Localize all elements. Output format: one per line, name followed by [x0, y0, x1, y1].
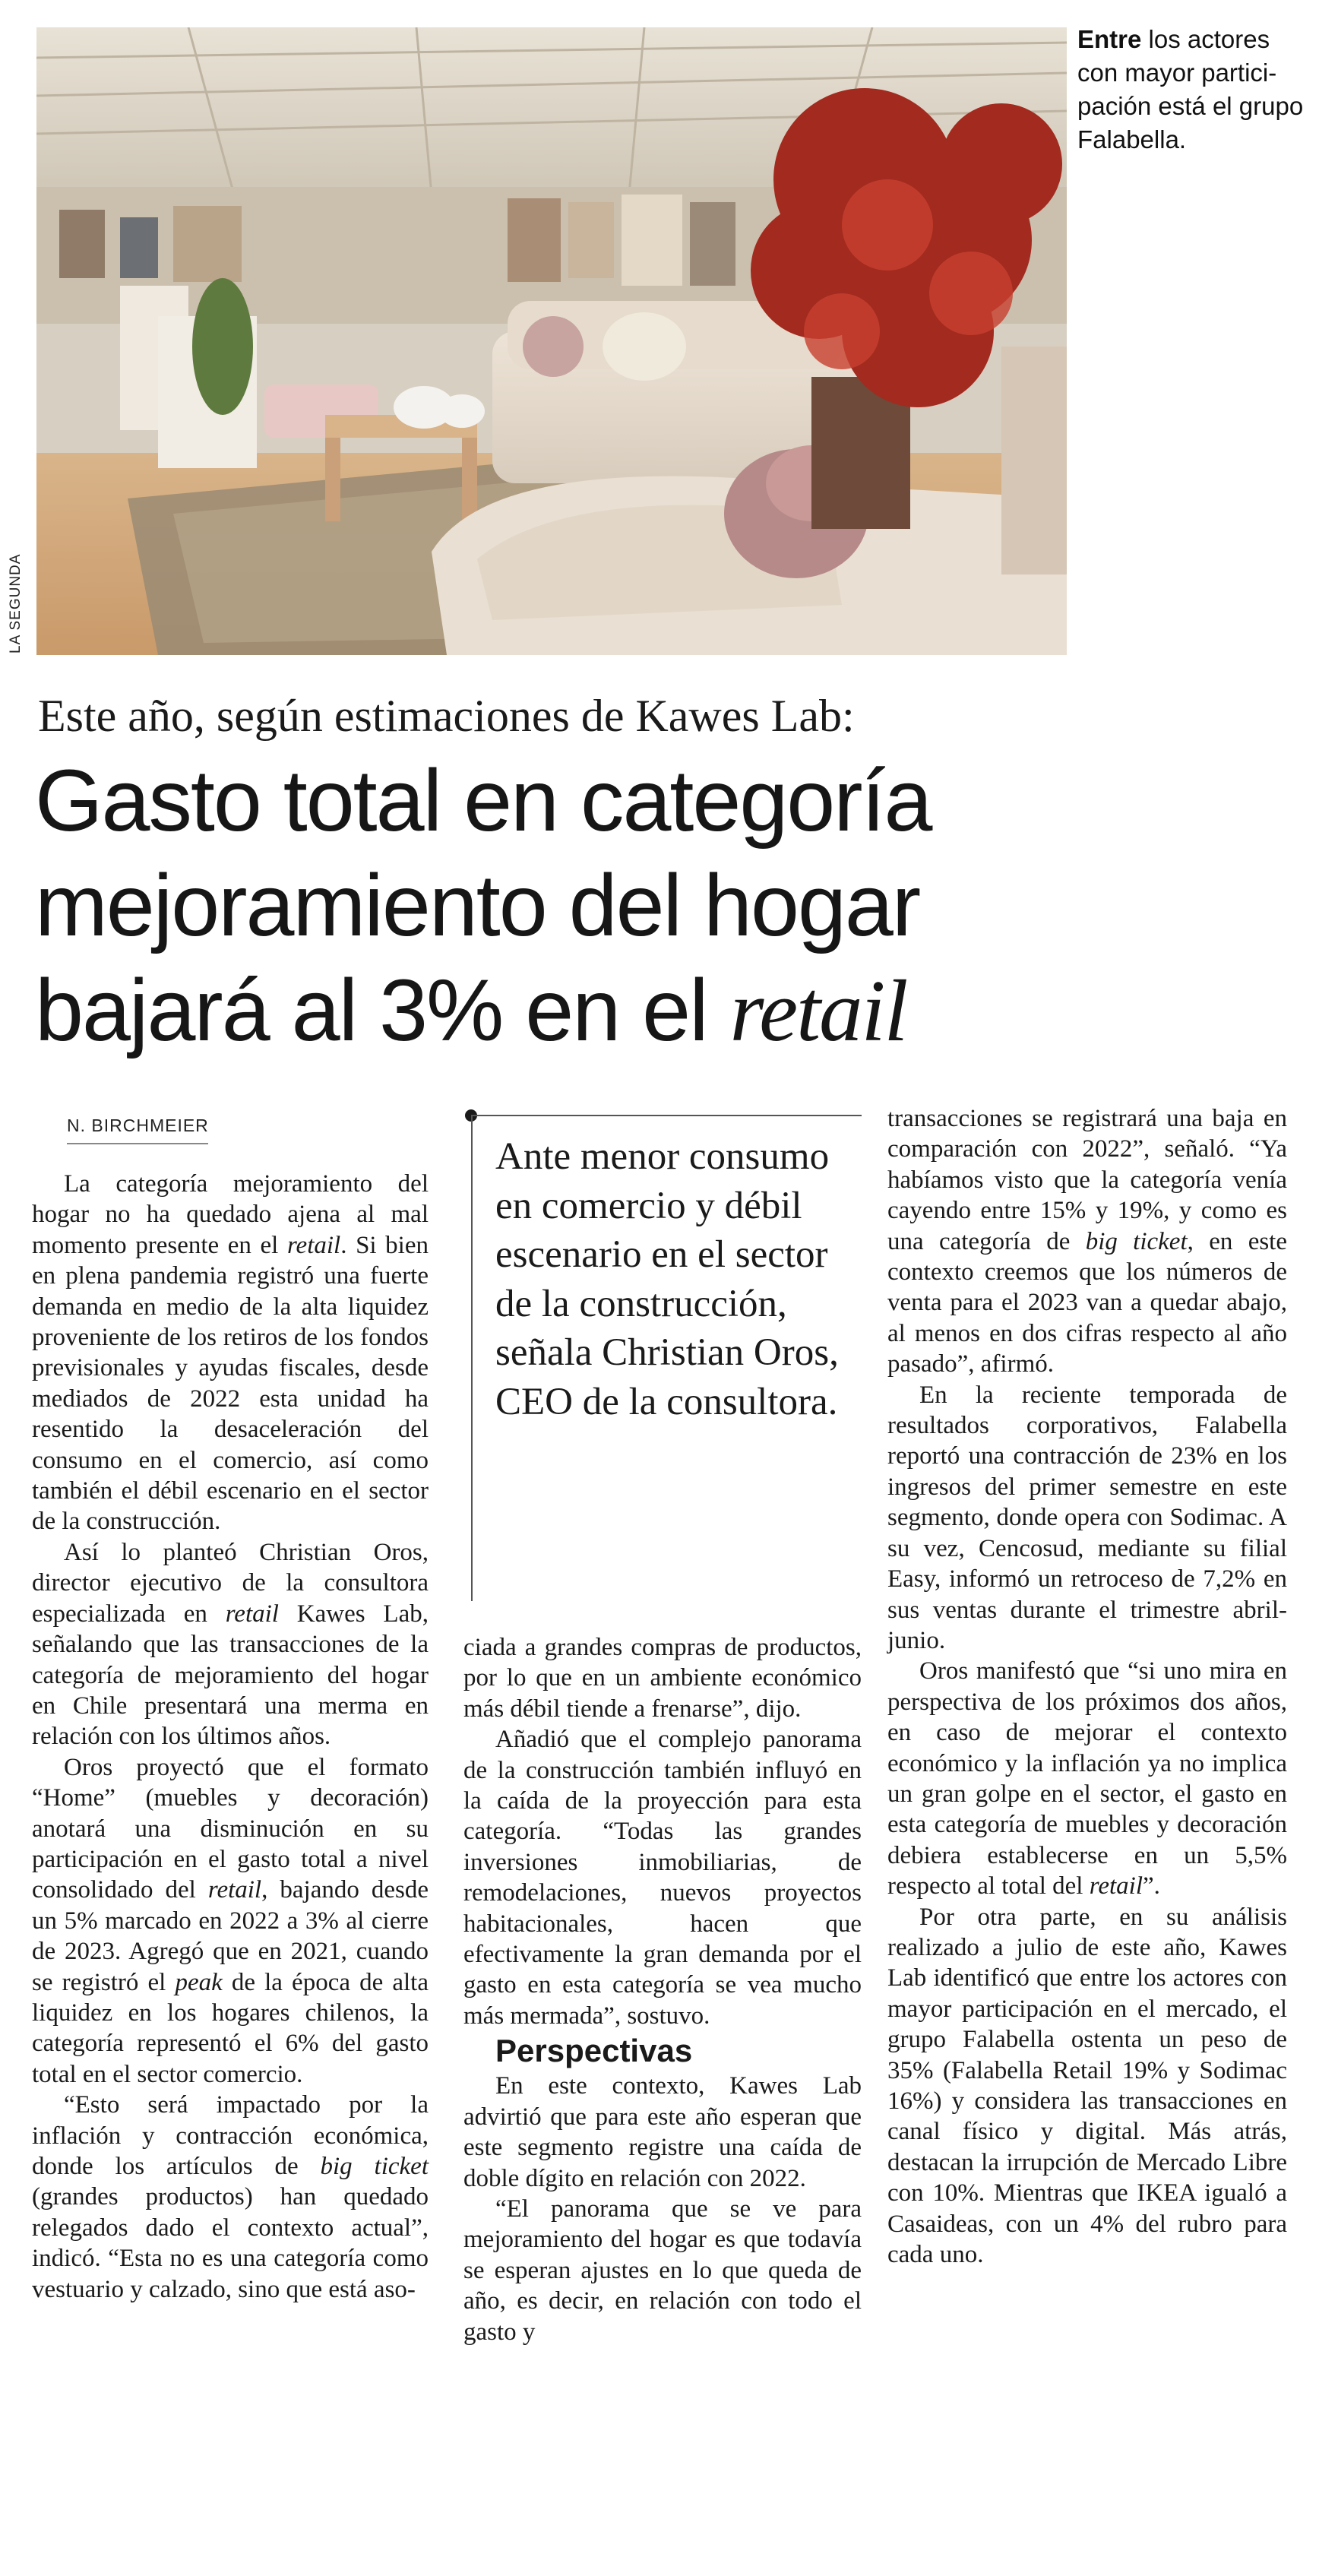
headline-line-3-plain: bajará al 3% en el: [35, 962, 730, 1059]
column-1: [32, 1169, 429, 2305]
store-photo: [36, 27, 1067, 655]
caption-lead: Entre: [1077, 25, 1142, 53]
body-paragraph: “Esto será impactado por la inflación y contracción económica, donde los artículos de big ticket (grandes productos) han quedado relegados dado el contexto actual”, indicó. “Esta no es una categoría como vestuario y calzado, sino que está aso-: [32, 2091, 429, 2303]
pull-quote-bar: [471, 1115, 473, 1601]
kicker: Este año, según estimaciones de Kawes Lab:: [38, 691, 855, 741]
column-2: [463, 1632, 862, 2347]
body-paragraph: Por otra parte, en su análisis realizado a julio de este año, Kawes Lab identificó que entre los actores con mayor participación en el mercado, el grupo Falabella ostenta un peso de 35% (Falabella Retail 19% y Sodimac 16%) y considera las transacciones en canal físico y digital. Más atrás, destacan la irrupción de Mercado Libre con 10%. Mientras que IKEA igualó a Casaideas, con un 4% del rubro para cada uno.: [887, 1903, 1287, 2269]
pull-quote-rule: [471, 1115, 862, 1116]
body-paragraph: La categoría mejoramiento del hogar no ha quedado ajena al mal momento presente en el retail. Si bien en plena pandemia registró una fuerte demanda en medio de la alta liquidez proveniente de los retiros de los fondos previsionales y ayudas fiscales, desde mediados de 2022 esta unidad ha resentido la desaceleración del consumo en el comercio, así como también el débil escenario en el sector de la construcción.: [32, 1170, 429, 1536]
pull-quote: Ante menor consumo en comercio y débil escenario en el sector de la construcción, señala Christian Oros, CEO de la consultora.: [495, 1135, 839, 1423]
body-paragraph: Oros proyectó que el formato “Home” (muebles y decoración) anotará una disminución en su participación en el gasto total a nivel consolidado del retail, bajando desde un 5% marcado en 2022 a 3% al cierre de 2023. Agregó que en 2021, cuando se registró el peak de la época de alta liquidez en los hogares chilenos, la categoría representó el 6% del gasto total en el sector comercio.: [32, 1753, 429, 2088]
headline: [35, 748, 1296, 1064]
byline: N. BIRCHMEIER: [67, 1116, 209, 1135]
subhead: Perspectivas: [495, 2033, 693, 2069]
body-paragraph: En la reciente temporada de resultados corporativos, Falabella reportó una contracción de 23% en los ingresos del primer semestre en este segmento, donde opera con Sodimac. A su vez, Cencosud, mediante su filial Easy, informó un retroceso de 7,2% en sus ventas durante el trimestre abril-junio.: [887, 1381, 1287, 1654]
body-paragraph: “El panorama que se ve para mejoramiento del hogar es que todavía se esperan ajustes en lo que queda de año, es decir, en relación con todo el gasto y: [463, 2195, 862, 2346]
byline-rule: [67, 1143, 208, 1144]
caption-text: los actores con mayor partici-pación está el grupo Falabella.: [1077, 25, 1304, 153]
body-paragraph: ciada a grandes compras de productos, por lo que en un ambiente económico más débil tiende a frenarse”, dijo.: [463, 1634, 862, 1723]
headline-line-3-italic: retail: [729, 963, 907, 1059]
headline-line-2: mejoramiento del hogar: [35, 857, 920, 954]
body-paragraph: transacciones se registrará una baja en comparación con 2022”, señaló. “Ya habíamos visto que la categoría venía cayendo entre 15% y 19%, y como es una categoría de big ticket, en este contexto creemos que los números de venta para el 2023 van a quedar abajo, al menos en dos cifras respecto al año pasado”, afirmó.: [887, 1105, 1287, 1378]
body-paragraph: Oros manifestó que “si uno mira en perspectiva de los próximos dos años, en caso de mejorar el contexto económico y la inflación ya no implica un gran golpe en el sector, el gasto en esta categoría de muebles y decoración debiera establecerse en un 5,5% respecto al total del retail”.: [887, 1657, 1287, 1900]
column-3: [887, 1103, 1287, 2270]
headline-line-1: Gasto total en categoría: [35, 752, 932, 850]
photo-caption: [1077, 23, 1305, 157]
headline-line-3: [35, 958, 1296, 1064]
body-paragraph: Añadió que el complejo panorama de la construcción también influyó en la caída de la proyección para esta categoría. “Todas las grandes inversiones inmobiliarias, de remodelaciones, nuevos proyectos habitacionales, hacen que efectivamente la gran demanda por el gasto en esta categoría se vea mucho más mermada”, sostuvo.: [463, 1726, 862, 2030]
photo-credit: LA SEGUNDA: [8, 553, 24, 653]
body-paragraph: En este contexto, Kawes Lab advirtió que para este año esperan que este segmento registre una caída de doble dígito en relación con 2022.: [463, 2072, 862, 2192]
body-paragraph: Así lo planteó Christian Oros, director ejecutivo de la consultora especializada en retail Kawes Lab, señalando que las transacciones de la categoría de mejoramiento del hogar en Chile presentará una merma en relación con los últimos años.: [32, 1538, 429, 1751]
